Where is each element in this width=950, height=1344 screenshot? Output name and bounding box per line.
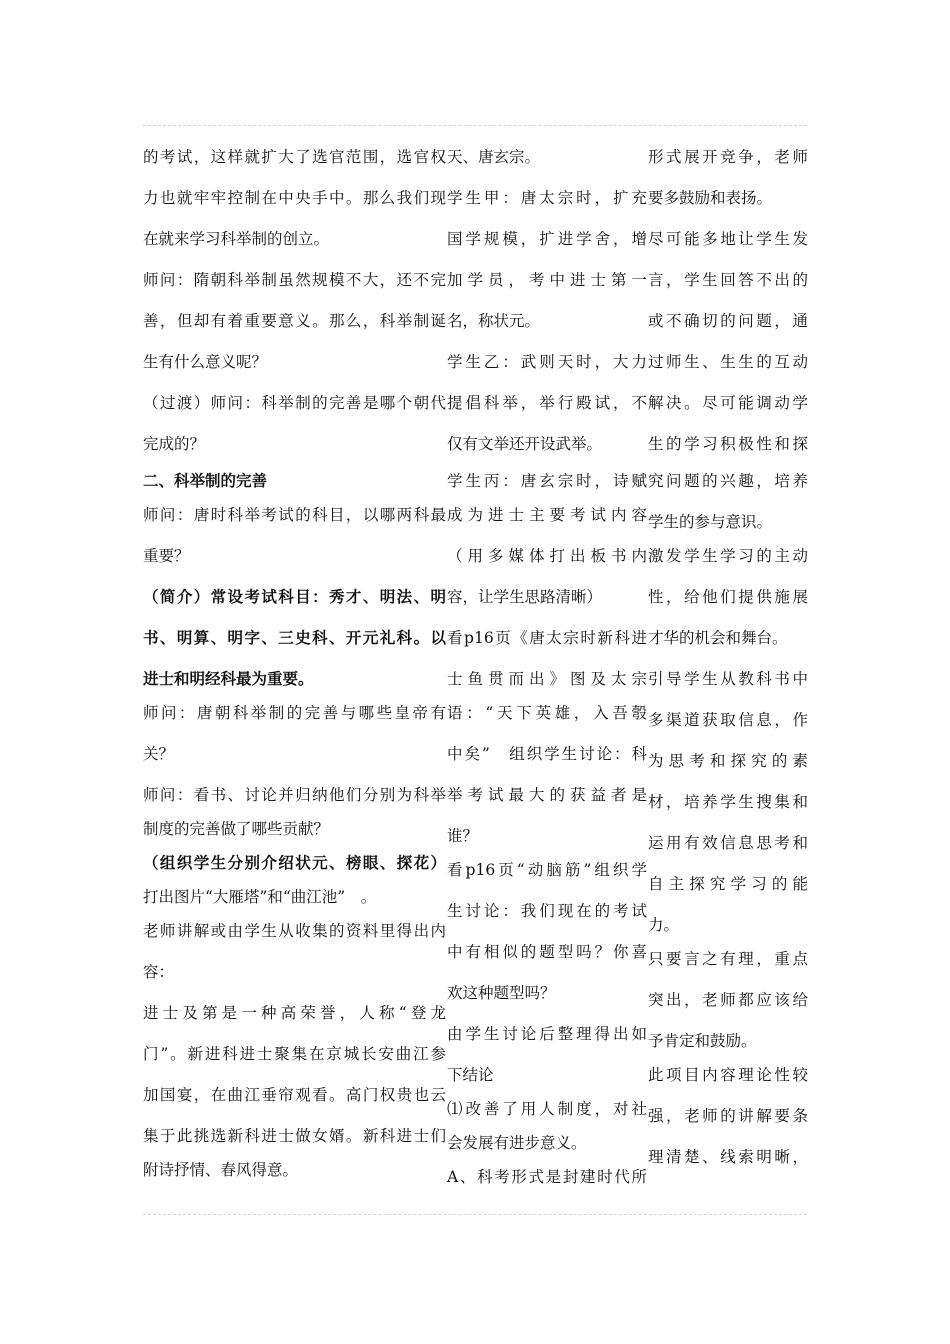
col1-text-line: 集于此挑选新科进士做女婿。新科进士们 <box>143 1127 446 1145</box>
col2-text-line: 加学员，考中进士第一 <box>447 271 647 289</box>
col2-text-line: 士鱼贯而出》图及太宗 <box>447 670 647 688</box>
col2-text-line: 会发展有进步意义。 <box>447 1134 587 1152</box>
col1-text-line: 容： <box>143 963 175 981</box>
col2-text-line: 看p16页“动脑筋”组织学 <box>447 861 647 879</box>
col3-text-line: 予肯定和鼓励。 <box>648 1032 757 1050</box>
col1-text-line: 打出图片“大雁塔”和“曲江池” 。 <box>143 888 377 906</box>
col1-text-line: 制度的完善做了哪些贡献？ <box>143 820 330 838</box>
col2-text-line: A、科考形式是封建时代所 <box>447 1168 647 1186</box>
col3-text-line: 运用有效信息思考和 <box>648 834 808 852</box>
col3-text-line: 才华的机会和舞台。 <box>648 629 788 647</box>
col1-text-line: 完成的？ <box>143 435 206 453</box>
col2-text-line: 成为进士主要考试内容 <box>447 506 647 524</box>
col1-text-line: 加国宴，在曲江垂帘观看。高门权贵也云 <box>143 1086 446 1104</box>
col1-text-line: 附诗抒情、春风得意。 <box>143 1161 299 1179</box>
col2-text-line: 容，让学生思路清晰） <box>447 588 603 606</box>
col3-text-line: 过师生、生生的互动 <box>648 353 808 371</box>
col1-text-line: （简介）常设考试科目：秀才、明法、明 <box>143 587 446 606</box>
col3-text-line: 性，给他们提供施展 <box>648 588 808 606</box>
col3-text-line: 尽可能多地让学生发 <box>648 230 808 248</box>
col3-text-line: 材，培养学生搜集和 <box>648 793 808 811</box>
col3-text-line: 引导学生从教科书中 <box>648 670 808 688</box>
col1-text-line: （组织学生分别介绍状元、榜眼、探花） <box>143 853 446 872</box>
col3-text-line: 此项目内容理论性较 <box>648 1066 808 1084</box>
col2-text-line: 国学规模，扩进学舍，增 <box>447 230 647 248</box>
col2-text-line: 学生乙：武则天时，大力 <box>447 353 647 371</box>
col3-text-line: 生的学习积极性和探 <box>648 435 808 453</box>
col2-text-line: 中有相似的题型吗？你喜 <box>447 943 647 961</box>
col3-text-line: 学生的参与意识。 <box>648 513 773 531</box>
col2-text-line: （用多媒体打出板书内 <box>447 547 647 565</box>
col2-text-line: 由学生讨论后整理得出如 <box>447 1025 647 1043</box>
col2-text-line: 举考试最大的获益者是 <box>447 786 647 804</box>
col2-text-line: 谁？ <box>447 827 479 845</box>
col2-text-line: 生讨论：我们现在的考试 <box>447 902 647 920</box>
col3-text-line: 或不确切的问题，通 <box>648 312 808 330</box>
col1-text-line: 进士和明经科最为重要。 <box>143 669 314 688</box>
col3-text-line: 激发学生学习的主动 <box>648 547 808 565</box>
col1-text-line: 力也就牢牢控制在中央手中。那么我们现 <box>143 189 446 207</box>
col1-text-line: 师问：隋朝科举制虽然规模不大，还不完 <box>143 271 446 289</box>
col1-text-line: 在就来学习科举制的创立。 <box>143 230 330 248</box>
col2-text-line: 下结论 <box>447 1066 494 1084</box>
col1-text-line: 门”。新进科进士聚集在京城长安曲江参 <box>143 1045 446 1063</box>
col1-text-line: 师问：唐时科举考试的科目，以哪两科最 <box>143 506 446 524</box>
col2-text-line: ⑴改善了用人制度，对社 <box>447 1100 647 1118</box>
col3-text-line: 理清楚、线索明晰， <box>648 1148 808 1166</box>
col3-text-line: 言，学生回答不出的 <box>648 271 808 289</box>
col1-text-line: 关？ <box>143 745 175 763</box>
col1-text-line: 老师讲解或由学生从收集的资料里得出内 <box>143 922 446 940</box>
col3-text-line: 突出，老师都应该给 <box>648 991 808 1009</box>
col1-text-line: 进士及第是一种高荣誉，人称“登龙 <box>143 1004 446 1022</box>
col3-text-line: 解决。尽可能调动学 <box>648 394 808 412</box>
col2-text-line: 提倡科举，举行殿试，不 <box>447 394 647 412</box>
col3-text-line: 力。 <box>648 916 680 934</box>
col1-text-line: 重要？ <box>143 547 190 565</box>
col3-text-line: 自主探究学习的能 <box>648 875 808 893</box>
col2-text-line: 名，称状元。 <box>447 312 541 330</box>
col2-text-line: 天、唐玄宗。 <box>447 148 541 166</box>
col1-text-line: 二、科举制的完善 <box>143 471 268 490</box>
col3-text-line: 形式展开竞争，老师 <box>648 148 808 166</box>
col1-text-line: 的考试，这样就扩大了选官范围，选官权 <box>143 148 446 166</box>
col3-text-line: 多渠道获取信息，作 <box>648 711 808 729</box>
header-divider <box>143 125 807 126</box>
col2-text-line: 语：“天下英雄，入吾彀 <box>447 704 647 722</box>
col3-text-line: 强，老师的讲解要条 <box>648 1107 808 1125</box>
col2-text-line: 欢这种题型吗？ <box>447 984 556 1002</box>
col2-text-line: 仅有文举还开设武举。 <box>447 435 603 453</box>
col1-text-line: 生有什么意义呢？ <box>143 353 268 371</box>
col1-text-line: 师问：唐朝科举制的完善与哪些皇帝有 <box>143 704 446 722</box>
col3-text-line: 只要言之有理，重点 <box>648 950 808 968</box>
col2-text-line: 看p16页《唐太宗时新科进 <box>447 629 647 647</box>
col2-text-line: 学生甲：唐太宗时，扩充 <box>447 189 647 207</box>
col1-text-line: 书、明算、明字、三史科、开元礼科。以 <box>143 628 446 647</box>
col2-text-line: 中矣” 组织学生讨论：科 <box>447 745 647 763</box>
col1-text-line: 善，但却有着重要意义。那么，科举制诞 <box>143 312 446 330</box>
footer-divider <box>143 1214 807 1215</box>
col3-text-line: 要多鼓励和表扬。 <box>648 189 773 207</box>
col3-text-line: 为思考和探究的素 <box>648 752 808 770</box>
col3-text-line: 究问题的兴趣，培养 <box>648 472 808 490</box>
col1-text-line: （过渡）师问：科举制的完善是哪个朝代 <box>143 394 446 412</box>
col1-text-line: 师问：看书、讨论并归纳他们分别为科举 <box>143 786 446 804</box>
col2-text-line: 学生丙：唐玄宗时，诗赋 <box>447 472 647 490</box>
